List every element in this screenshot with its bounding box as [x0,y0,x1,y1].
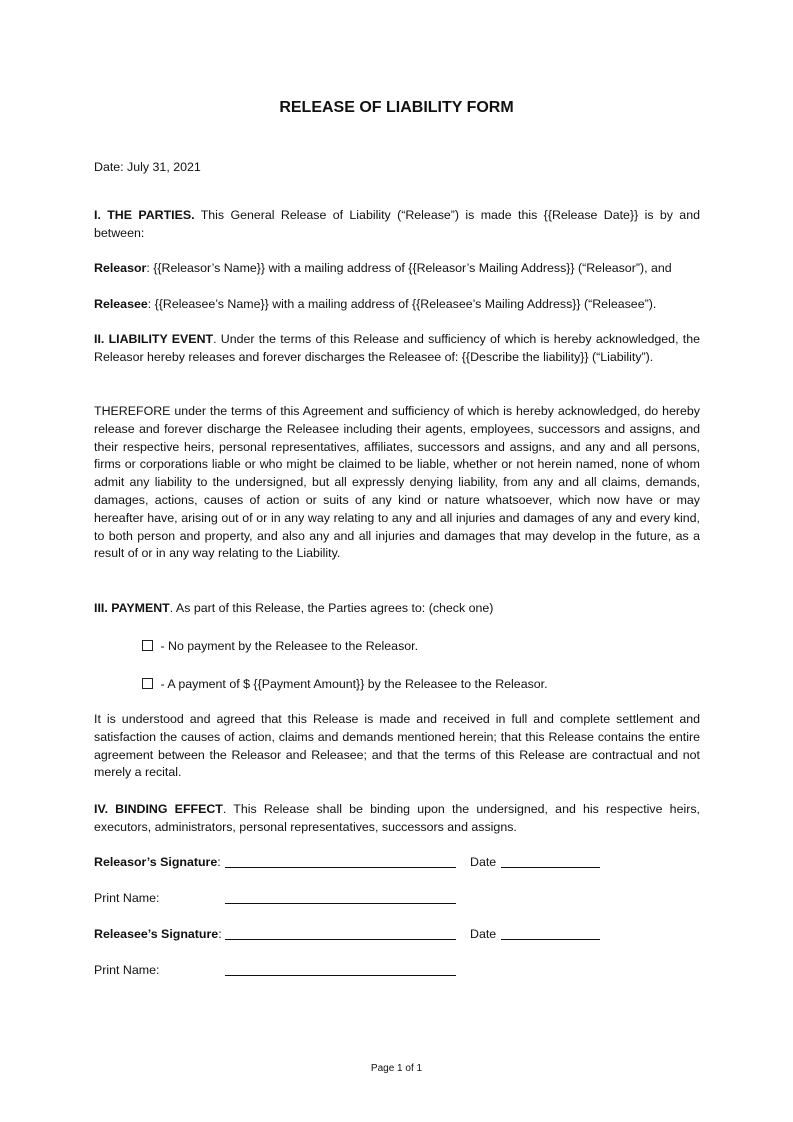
releasee-signature-row [94,926,714,944]
payment-option-amount-label: - A payment of $ {{Payment Amount}} by the Releasee to the Releasor. [157,677,548,691]
releasor-line [94,260,700,278]
checkbox-empty-icon[interactable] [142,640,153,651]
releasor-print-name-field[interactable] [225,903,456,904]
releasor-signature-field[interactable] [225,867,456,868]
payment-text: . As part of this Release, the Parties agrees to: (check one) [169,601,494,615]
releasee-text: : {{Releasee’s Name}} with a mailing address of {{Releasee’s Mailing Address}} (“Releasee”). [147,297,657,311]
binding-effect-text: . This Release shall be binding upon the undersigned, and his respective heirs, executors, administrators, personal representatives, successors and assigns. [94,802,700,834]
releasee-signature-label: Releasee’s Signature: [94,927,222,941]
releasee-date-label: Date [470,927,497,941]
liability-event-heading: II. LIABILITY EVENT [94,332,214,346]
liability-event-section [94,331,700,367]
checkbox-empty-icon[interactable] [142,678,153,689]
understood-paragraph [94,711,700,782]
releasee-line [94,296,700,314]
therefore-text: THEREFORE under the terms of this Agreement and sufficiency of which is hereby acknowledged, do hereby release and forever discharge the Releasee including their agents, employees, successors and assigns, and their respective heirs, personal representatives, affiliates, successors and assigns, and any and all persons, firms or corporations liable or who might be claimed to be liable, whether or not herein named, none of whom admit any liability to the undersigned, but all expressly denying liability, from any and all claims, demands, damages, actions, causes of action or suits of any kind or nature whatsoever, which now have or may hereafter have, arising out of or in any way relating to any and all injuries and damages of any and every kind, to both person and property, and also any and all injuries and damages that may develop in the future, as a result of or in any way relating to the Liability. [94,404,700,561]
liability-event-text: . Under the terms of this Release and sufficiency of which is hereby acknowledged, the Releasor hereby releases and forever discharges the Releasee of: {{Describe the liability}} (“Liability”). [94,332,700,364]
releasee-date-field[interactable] [501,939,600,940]
releasor-date-label: Date [470,855,497,869]
date-line: Date: July 31, 2021 [94,160,201,174]
payment-option-amount [142,676,702,694]
parties-section [94,207,700,243]
releasor-text: : {{Releasor’s Name}} with a mailing address of {{Releasor’s Mailing Address}} (“Releasor”), and [146,261,672,275]
releasee-label: Releasee [94,297,148,311]
page-number: Page 1 of 1 [370,1063,423,1074]
releasor-print-name-row [94,890,714,908]
payment-heading: III. PAYMENT [94,601,170,615]
releasee-print-name-field[interactable] [225,975,456,976]
releasor-print-name-label: Print Name: [94,891,160,905]
releasor-signature-row [94,854,714,872]
releasor-date-field[interactable] [501,867,600,868]
releasee-signature-field[interactable] [225,939,456,940]
binding-effect-section [94,801,700,837]
releasor-signature-label: Releasor’s Signature: [94,855,221,869]
binding-effect-heading: IV. BINDING EFFECT [94,802,223,816]
payment-option-none [142,638,702,656]
payment-option-none-label: - No payment by the Releasee to the Releasor. [157,639,419,653]
parties-text: This General Release of Liability (“Release”) is made this {{Release Date}} is by and between: [94,208,700,240]
releasee-print-name-row [94,962,714,980]
understood-text: It is understood and agreed that this Release is made and received in full and complete settlement and satisfaction the causes of action, claims and demands mentioned herein; that this Release contains the entire agreement between the Releasor and Releasee; and that the terms of this Release are contractual and not merely a recital. [94,712,700,780]
document-title: RELEASE OF LIABILITY FORM [279,99,514,116]
payment-section [94,600,700,618]
releasee-print-name-label: Print Name: [94,963,160,977]
therefore-paragraph [94,403,700,563]
parties-heading: I. THE PARTIES. [94,208,195,222]
releasor-label: Releasor [94,261,147,275]
